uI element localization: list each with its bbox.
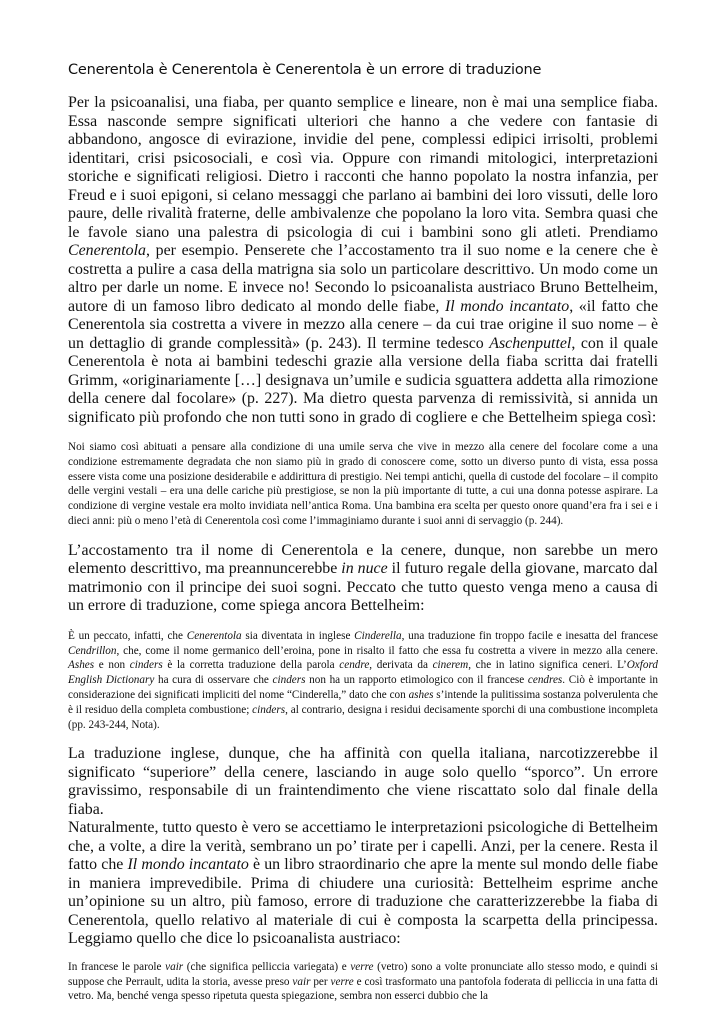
italic-run: vair [292,975,311,988]
italic-run: Il mondo incantato [127,856,249,874]
italic-run: cendre [339,659,370,672]
italic-run: Cenerentola [186,629,242,642]
text-run: In francese le parole [68,960,166,973]
text-run: . Ciò è importante in considerazione dei significati impliciti del nome “Cinderella,” dato che con [68,674,659,701]
text-run: , al contrario, designa i residui decisamente sporchi di una combustione incompleta (pp. 243-244, Nota). [68,703,659,731]
text-run: è un libro straordinario che apre la mente sul mondo delle fiabe in maniera imprevedibile. Prima di chiudere una curiosità: Bettelheim esprime anche un’opinione su un altro, più famoso, errore di traduzione che caratterizzerebbe la fiaba di Cenerentola, quello relativo al materiale di cui è composta la scarpetta della principessa. Leggiamo quello che dice lo psicoanalista austriaco: [68,856,658,948]
text-run: , «il fatto che Cenerentola sia costretta a vivere in mezzo alla cenere – da cui trae origine il suo nome – è un dettaglio di grande complessità» (p. 243). Il termine tedesco [68,297,658,352]
italic-run: vair [165,960,184,973]
italic-run: in nuce [341,560,388,578]
italic-run: Il mondo incantato [444,297,570,315]
text-run: Per la psicoanalisi, una fiaba, per quanto semplice e lineare, non è mai una semplice fiaba. Essa nasconde sempre significati ulteriori che hanno a che vedere con fantasie di abbandono, angosce di evirazione, invidie del pene, complessi edipici irrisolti, problemi identitari, crisi psicosociali, e così via. Oppure con rimandi mitologici, interpretazioni storiche e significati religiosi. Dietro i racconti che hanno popolato la nostra infanzia, per Freud e i suoi epigoni, si celano messaggi che parlano ai bambini dei loro vissuti, delle loro paure, delle rivalità fraterne, delle ambivalenze che popolano la loro vita. Sembra quasi che le favole siano una palestra di psicologia di cui i bambini sono gli atleti. Prendiamo [68,94,658,241]
text-run: ha cura di osservare che [154,674,273,687]
italic-run: verre [330,975,354,988]
text-run: È un peccato, infatti, che [68,629,187,642]
document-page [68,62,658,1004]
paragraph-4 [68,819,658,949]
block-quote-2 [68,629,658,733]
italic-run: cinders [129,659,163,672]
text-run: il futuro regale della giovane, marcato dal matrimonio con il principe dei suoi sogni. Peccato che tutto questo venga meno a causa di un errore di traduzione, come spiega ancora Bettelheim: [68,560,658,615]
text-run: (che significa pelliccia variegata) e [183,960,351,973]
text-run: , che, come il nome germanico dell’eroina, pone in risalto il fatto che essa fu costretta a vivere in mezzo alla cenere. [116,644,658,657]
text-run: , con il quale Cenerentola è nota ai bambini tedeschi grazie alla versione della fiaba scritta dai fratelli Grimm, «originariamente […] designava un’umile e sudicia sguattera addetta alla rimozione della cenere dal focolare» (p. 227). Ma dietro questa parvenza di remissività, si annida un significato più profondo che non tutti sono in grado di cogliere e che Bettelheim spiega così: [68,334,659,426]
italic-run: Cinderella [354,629,402,642]
block-quote-3 [68,960,658,1004]
text-run: è la corretta traduzione della parola [162,659,340,672]
paragraph-3: La traduzione inglese, dunque, che ha affinità con quella italiana, narcotizzerebbe il significato “superiore” della cenere, lasciando in auge solo quello “sporco”. Un errore gravissimo, responsabile di un fraintendimento che viene riscattato solo dal finale della fiaba. [68,745,658,818]
italic-run: Cenerentola [68,242,146,259]
italic-run: cinders [272,674,306,687]
text-run: , per esempio. Penserete che l’accostamento tra il suo nome e la cenere che è costretta a pulire a casa della matrigna sia solo un particolare descrittivo. Un modo come un altro per darle un nome. E invece no! Secondo lo psicoanalista austriaco Bruno Bettelheim, autore di un famoso libro dedicato al mondo delle fiabe, [68,242,658,315]
italic-run: Oxford English Dictionary [68,659,658,687]
text-run: non ha un rapporto etimologico con il francese [305,674,528,687]
italic-run: verre [350,960,374,973]
italic-run: cinders [252,703,286,716]
text-run: , che in latino significa ceneri. L’ [468,659,627,672]
italic-run: cendres [527,674,563,687]
italic-run: ashes [408,688,434,701]
block-quote-1: Noi siamo così abituati a pensare alla condizione di una umile serva che vive in mezzo alla cenere del focolare come a una condizione estremamente degradata che non siamo più in grado di conoscere come, sotto un diverso punto di vista, essa possa essere vista come una posizione desiderabile e addirittura di prestigio. Nei tempi antichi, quella di custode del focolare – il compito delle vergini vestali – era una delle cariche più prestigiose, se non la più importante di tutte, a cui una donna potesse aspirare. La condizione di vergine vestale era molto invidiata nell’antica Roma. Una bambina era scelta per questo onore quand’era fra i sei e i dieci anni: più o meno l’età di Cenerentola così come l’immaginiamo durante i suoi anni di servaggio (p. 244). [68,441,658,527]
paragraph-2 [68,542,658,616]
italic-run: Aschenputtel [489,334,572,352]
text-run: e così trasformato una pantofola foderata di pelliccia in una fatta di vetro. Ma, benché venga spesso ripetuta questa spiegazione, sembra non esserci dubbio che la [68,975,658,1003]
text-run: Naturalmente, tutto questo è vero se accettiamo le interpretazioni psicologiche di Bettelheim che, a volte, a dire la verità, sembrano un po’ tirate per i capelli. Anzi, per la cenere. Resta il fatto che [68,819,658,874]
italic-run: Ashes [68,659,95,672]
text-run: (vetro) sono a volte pronunciate allo stesso modo, e quindi si suppose che Perrault, udita la storia, avesse preso [68,960,658,988]
text-run: L’accostamento tra il nome di Cenerentola e la cenere, dunque, non sarebbe un mero elemento descrittivo, ma preannuncerebbe [68,541,658,578]
text-run: , derivata da [369,659,433,672]
text-run: per [310,975,331,988]
text-run: e non [94,659,130,672]
text-run: s’intende la pulitissima sostanza polverulenta che è il residuo della completa combustione; [68,688,659,716]
document-title: Cenerentola è Cenerentola è Cenerentola è un errore di traduzione [68,62,542,78]
text-run: sia diventata in inglese [241,629,355,642]
italic-run: Cendrillon [68,644,117,657]
italic-run: cinerem [432,659,469,672]
paragraph-1 [68,94,658,427]
text-run: , una traduzione fin troppo facile e inesatta del francese [401,629,659,642]
